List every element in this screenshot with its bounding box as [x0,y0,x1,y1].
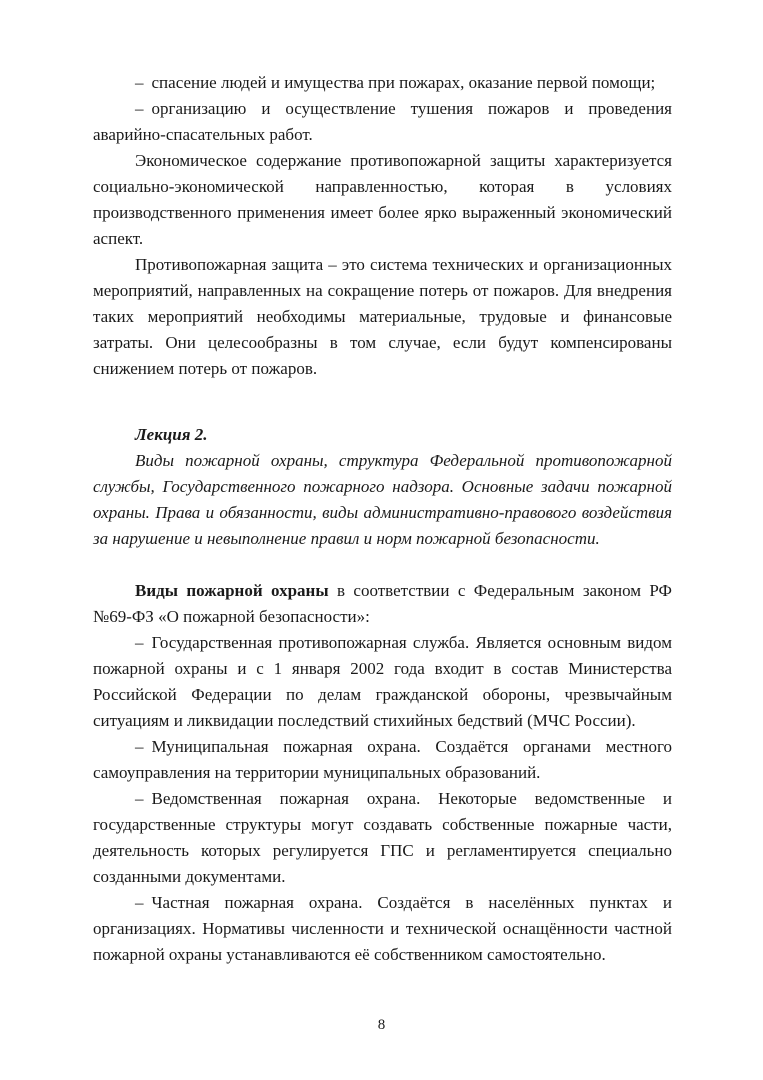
list-item-municipal [93,734,672,786]
spacer [93,552,672,578]
paragraph-economic: Экономическое содержание противопожарной защиты характеризуется социально-экономической направленностью, которая в условиях производственного применения имеет более ярко выраженный экономический аспект. [93,151,672,248]
section-lead-bold: Виды пожарной охраны [135,581,329,600]
bullet-rescue [93,70,672,96]
spacer [93,382,672,408]
dash-marker: – [135,73,144,92]
bullet-text: спасение людей и имущества при пожарах, оказание первой помощи; [151,73,656,92]
section-lead-rest: в соответствии с Федеральным законом РФ №69-ФЗ «О пожарной безопасности»: [93,581,672,626]
document-page [93,70,672,968]
list-item-departmental [93,786,672,890]
list-item-text: Частная пожарная охрана. Создаётся в населённых пунктах и организациях. Нормативы численности и технической оснащённости частной пожарной охраны устанавливаются её собственником самостоятельно. [93,893,672,964]
list-item-gps [93,630,672,734]
section-lead [93,578,672,630]
paragraph-definition: Противопожарная защита – это система технических и организационных мероприятий, направленных на сокращение потерь от пожаров. Для внедрения таких мероприятий необходимы материальные, трудовые и финансовые затраты. Они целесообразны в том случае, если будут компенсированы снижением потерь от пожаров. [93,255,672,378]
list-item-text: Государственная противопожарная служба. Является основным видом пожарной охраны и с 1 января 2002 года входит в состав Министерства Российской Федерации по делам гражданской обороны, чрезвычайным ситуациям и ликвидации последствий стихийных бедствий (МЧС России). [93,633,672,730]
lecture-description: Виды пожарной охраны, структура Федеральной противопожарной службы, Государственного пожарного надзора. Основные задачи пожарной охраны. Права и обязанности, виды административно-правового воздействия за нарушение и невыполнение правил и норм пожарной безопасности. [93,451,672,548]
list-item-text: Ведомственная пожарная охрана. Некоторые ведомственные и государственные структуры могут создавать собственные пожарные части, деятельность которых регулируется ГПС и регламентируется специально созданными документами. [93,789,672,886]
dash-marker: – [135,99,144,118]
list-item-text: Муниципальная пожарная охрана. Создаётся органами местного самоуправления на территории муниципальных образований. [93,737,672,782]
dash-marker: – [135,893,144,912]
lecture-title: Лекция 2. [135,425,208,444]
page-number: 8 [377,1017,386,1033]
dash-marker: – [135,789,144,808]
bullet-text: организацию и осуществление тушения пожаров и проведения аварийно-спасательных работ. [93,99,672,144]
dash-marker: – [135,633,144,652]
list-item-private [93,890,672,968]
bullet-firefighting [93,96,672,148]
dash-marker: – [135,737,144,756]
